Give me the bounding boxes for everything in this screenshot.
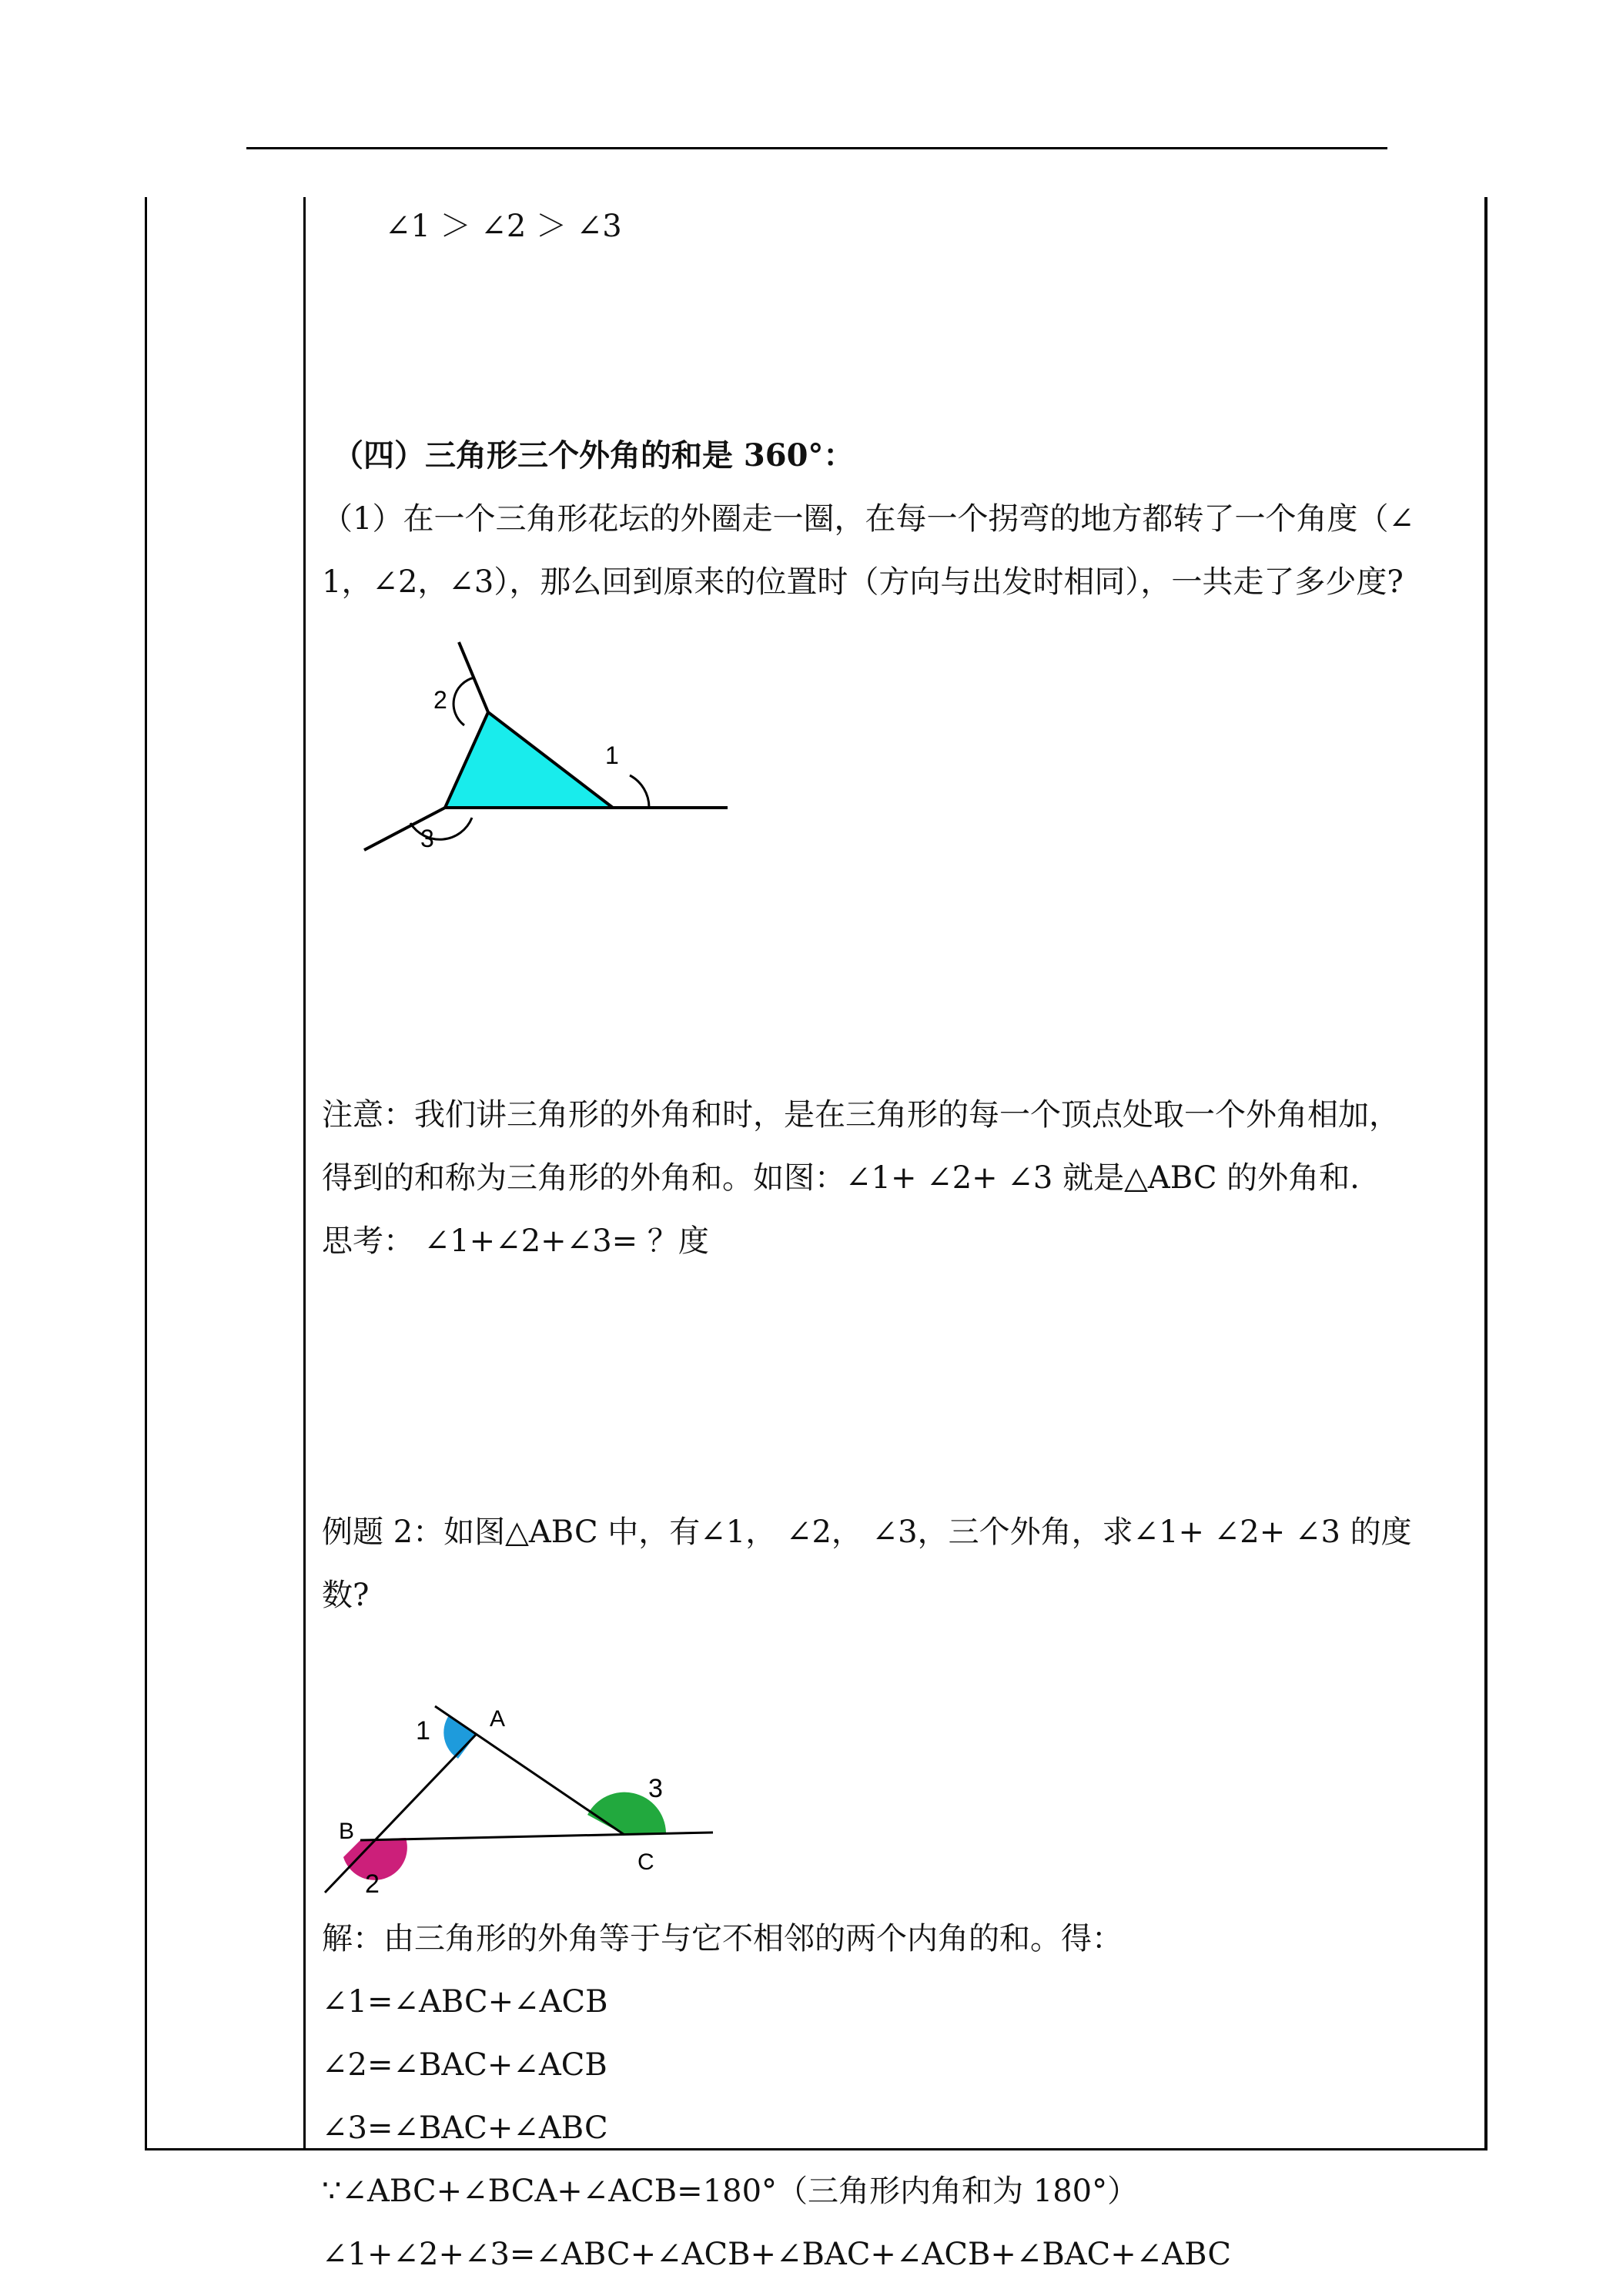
angle-1-label: 1	[605, 741, 619, 769]
angle-order-line: ∠1 ＞ ∠2 ＞ ∠3	[385, 209, 622, 244]
angle-3-label: 3	[648, 1774, 663, 1803]
section-heading: （四）三角形三个外角的和是 360°：	[333, 437, 855, 474]
angle-1-label: 1	[416, 1716, 430, 1745]
line-through-a-b	[325, 1734, 477, 1893]
example-2-line-1: 例题 2：如图△ABC 中，有∠1， ∠2， ∠3，三个外角，求∠1+ ∠2+ ∠3 的度	[322, 1514, 1412, 1550]
question-1-line-1: （1）在一个三角形花坛的外圈走一圈，在每一个拐弯的地方都转了一个角度（∠	[322, 501, 1414, 537]
equation-3: ∠3=∠BAC+∠ABC	[322, 2110, 608, 2146]
vertex-a-label: A	[490, 1706, 506, 1732]
note-line-2: 得到的和称为三角形的外角和。如图：∠1+ ∠2+ ∠3 就是△ABC 的外角和.	[322, 1160, 1360, 1196]
example-2-triangle-figure	[322, 1660, 738, 1906]
note-line-1: 注意：我们讲三角形的外角和时，是在三角形的每一个顶点处取一个外角相加，	[322, 1097, 1400, 1133]
equation-2: ∠2=∠BAC+∠ACB	[322, 2047, 607, 2083]
exterior-angles-figure	[356, 633, 757, 856]
vertex-b-label: B	[339, 1819, 355, 1844]
angle-1-arc	[630, 775, 649, 808]
triangle-fill	[445, 712, 613, 808]
vertex-c-label: C	[637, 1849, 654, 1875]
example-2-line-2: 数?	[322, 1578, 370, 1613]
table-left-border	[145, 197, 147, 2150]
line-through-a-c	[435, 1706, 624, 1835]
table-column-divider	[303, 197, 306, 2150]
equation-1: ∠1=∠ABC+∠ACB	[322, 1984, 608, 2020]
think-line: 思考： ∠1+∠2+∠3= ？度	[322, 1223, 709, 1259]
solution-intro: 解：由三角形的外角等于与它不相邻的两个内角的和。得：	[322, 1921, 1123, 1956]
angle-2-label: 2	[365, 1869, 380, 1899]
equation-5: ∠1+∠2+∠3=∠ABC+∠ACB+∠BAC+∠ACB+∠BAC+∠ABC	[322, 2237, 1231, 2272]
angle-3-label: 3	[420, 825, 434, 852]
question-1-line-2: 1，∠2，∠3），那么回到原来的位置时（方向与出发时相同），一共走了多少度?	[322, 564, 1404, 600]
angle-2-arc	[453, 678, 474, 725]
table-right-border	[1484, 197, 1487, 2150]
table-bottom-border	[145, 2148, 1487, 2150]
equation-4: ∵∠ABC+∠BCA+∠ACB=180°（三角形内角和为 180°）	[322, 2174, 1139, 2209]
angle-2-label: 2	[433, 686, 447, 714]
header-rule	[246, 147, 1387, 149]
line-through-b-c	[360, 1832, 713, 1840]
